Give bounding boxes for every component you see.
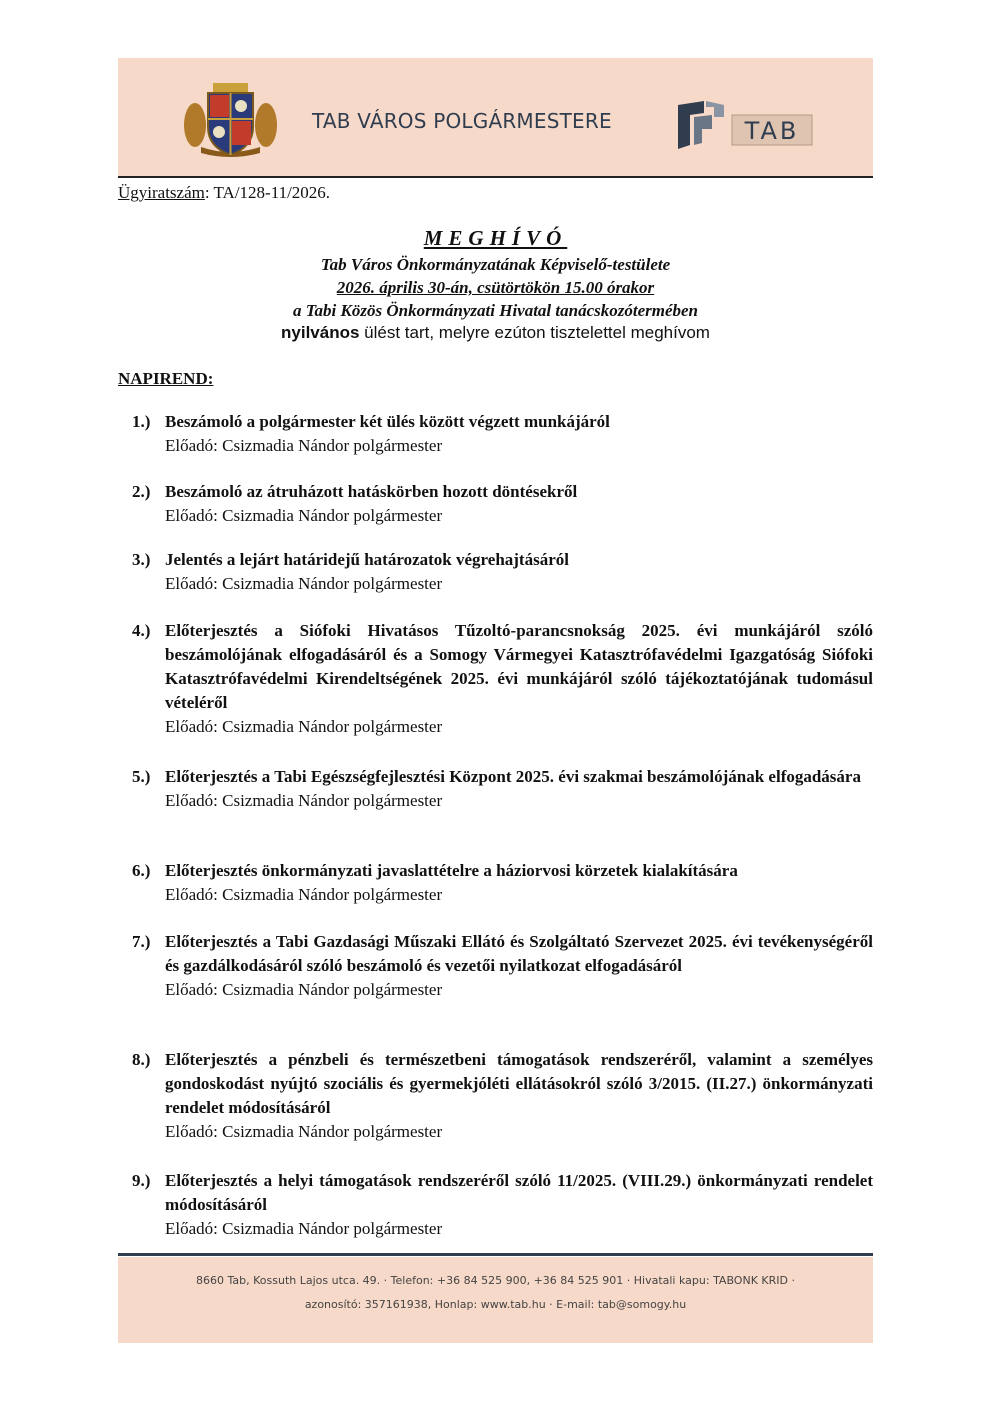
tab-logo-text: TAB (744, 117, 800, 145)
agenda-item-title: Előterjesztés a pénzbeli és természetbeni támogatások rendszeréről, valamint a személyes gondoskodást nyújtó szociális és gyermekjóléti ellátásokról szóló 3/2015. (II.27.) önkormányzati rendelet módosításáról (165, 1050, 873, 1117)
agenda-item-presenter: Előadó: Csizmadia Nándor polgármester (165, 436, 443, 455)
agenda-item-title: Előterjesztés a Siófoki Hivatásos Tűzoltó-parancsnokság 2025. évi munkájáról szóló beszámolójának elfogadásáról és a Somogy Vármegyei Katasztrófavédelmi Igazgatóság Siófoki Katasztrófavédelmi Kirendeltségének 2025. évi munkájáról szóló tájékoztatójának tudomásul vételéről (165, 621, 873, 712)
header-rule (118, 176, 873, 178)
agenda-item (118, 480, 873, 528)
agenda-item-presenter: Előadó: Csizmadia Nándor polgármester (165, 980, 443, 999)
agenda-item-presenter: Előadó: Csizmadia Nándor polgármester (165, 885, 443, 904)
agenda-item-title: Előterjesztés a helyi támogatások rendszeréről szóló 11/2025. (VIII.29.) önkormányzati rendelet módosításáról (165, 1171, 873, 1214)
invitation-body-line1: Tab Város Önkormányzatának Képviselő-testülete (320, 255, 671, 274)
agenda-item-presenter: Előadó: Csizmadia Nándor polgármester (165, 574, 443, 593)
agenda-item-number: 3.) (132, 550, 151, 569)
invitation-date-line: 2026. április 30-án, csütörtökön 15.00 órakor (336, 278, 655, 297)
agenda-item (118, 410, 873, 458)
invitation-title: MEGHÍVÓ (423, 226, 568, 250)
invitation-venue-line: a Tabi Közös Önkormányzati Hivatal tanácskozótermében (292, 301, 699, 320)
agenda-item-number: 9.) (132, 1171, 151, 1190)
footer-web-line: azonosító: 357161938, Honlap: www.tab.hu · E-mail: tab@somogy.hu (304, 1298, 687, 1311)
footer-rule (118, 1253, 873, 1256)
agenda-item-number: 2.) (132, 482, 151, 501)
file-number-label: Ügyiratszám (118, 183, 205, 202)
coat-of-arms-icon (183, 77, 278, 159)
invitation-closing-text: ülést tart, melyre ezúton tisztelettel meghívom (359, 323, 710, 342)
agenda-item-number: 4.) (132, 621, 151, 640)
agenda-item-title: Beszámoló az átruházott hatáskörben hozott döntésekről (165, 482, 578, 501)
file-number-line (118, 183, 330, 203)
agenda-item-presenter: Előadó: Csizmadia Nándor polgármester (165, 1122, 443, 1141)
invitation-public-word: nyilvános (281, 323, 360, 342)
agenda-item-presenter: Előadó: Csizmadia Nándor polgármester (165, 791, 443, 810)
agenda-item-number: 1.) (132, 412, 151, 431)
agenda-item-title: Előterjesztés a Tabi Gazdasági Műszaki Ellátó és Szolgáltató Szervezet 2025. évi tevékenységéről és gazdálkodásáról szóló beszámoló és vezetői nyilatkozat elfogadásáról (165, 932, 873, 975)
agenda-item-number: 6.) (132, 861, 151, 880)
agenda-item-title: Beszámoló a polgármester két ülés között végzett munkájáról (165, 412, 610, 431)
agenda-item (118, 619, 873, 739)
agenda-heading: NAPIREND: (118, 369, 214, 388)
agenda-item-title: Előterjesztés a Tabi Egészségfejlesztési Központ 2025. évi szakmai beszámolójának elfogadására (165, 767, 861, 786)
agenda-item-title: Előterjesztés önkormányzati javaslattételre a háziorvosi körzetek kialakítására (165, 861, 738, 880)
agenda-item (118, 930, 873, 1002)
agenda-item-presenter: Előadó: Csizmadia Nándor polgármester (165, 1219, 443, 1238)
agenda-item-number: 7.) (132, 932, 151, 951)
agenda-item (118, 548, 873, 596)
agenda-item (118, 1169, 873, 1241)
file-number-value: : TA/128-11/2026. (204, 183, 331, 202)
agenda-item (118, 859, 873, 907)
agenda-item-number: 5.) (132, 767, 151, 786)
agenda-item-title: Jelentés a lejárt határidejű határozatok végrehajtásáról (165, 550, 569, 569)
agenda-item-presenter: Előadó: Csizmadia Nándor polgármester (165, 717, 443, 736)
footer-contact-line: 8660 Tab, Kossuth Lajos utca. 49. · Telefon: +36 84 525 900, +36 84 525 901 · Hivatali kapu: TABONK KRID · (196, 1274, 795, 1287)
org-title: TAB VÁROS POLGÁRMESTERE (312, 109, 612, 133)
agenda-item-presenter: Előadó: Csizmadia Nándor polgármester (165, 506, 443, 525)
agenda-item-number: 8.) (132, 1050, 151, 1069)
invitation-closing-line (118, 323, 873, 343)
tab-logo-icon (676, 99, 816, 153)
agenda-item (118, 765, 873, 813)
agenda-item (118, 1048, 873, 1144)
